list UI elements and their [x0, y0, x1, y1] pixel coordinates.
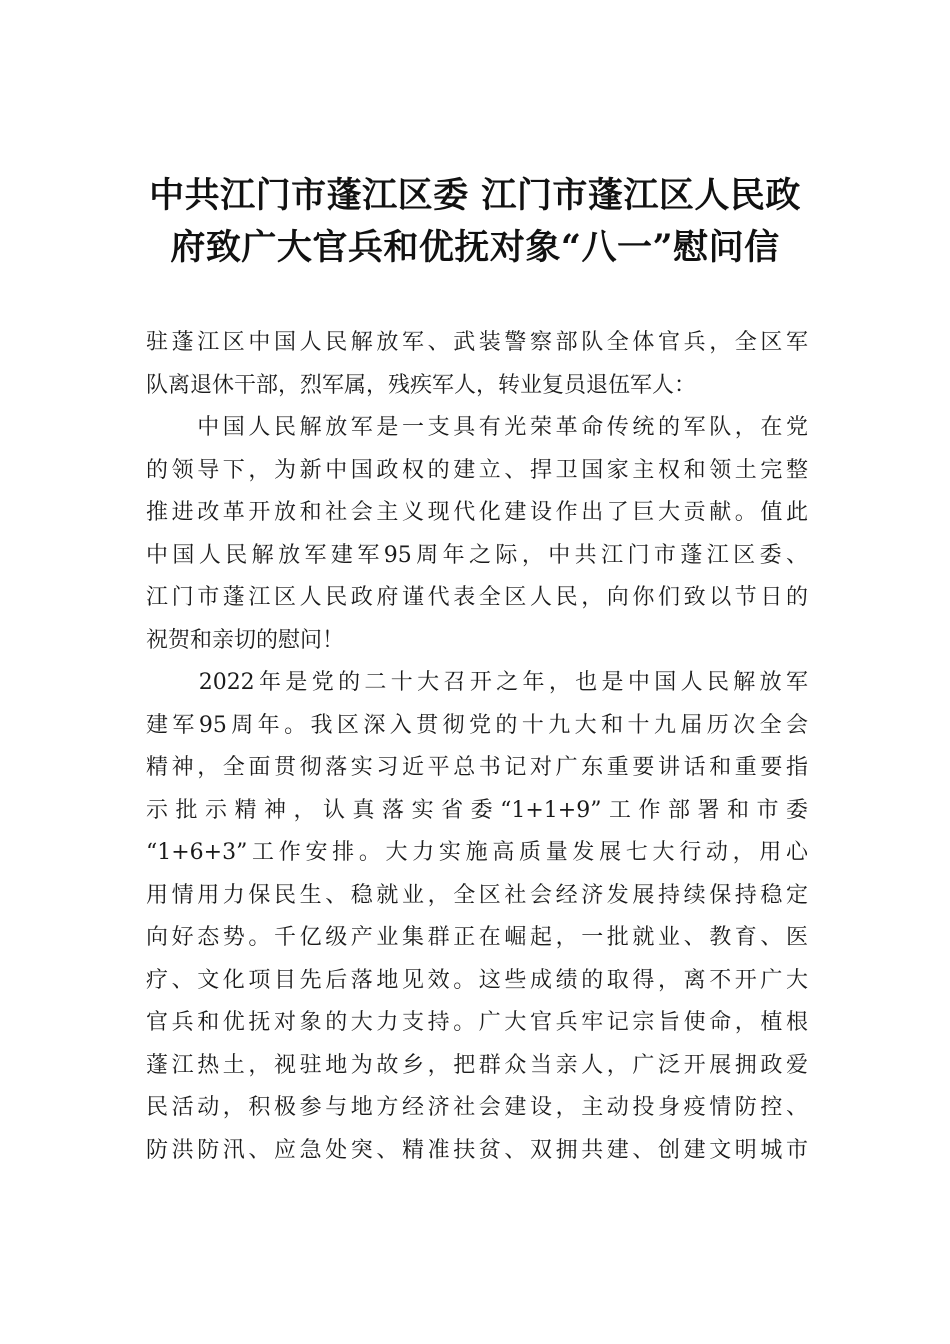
paragraph-line: 建军95周年。我区深入贯彻党的十九大和十九届历次全会 [146, 712, 808, 738]
paragraph-line: 疗、文化项目先后落地见效。这些成绩的取得，离不开广大 [146, 967, 808, 993]
paragraph-line: 2022年是党的二十大召开之年，也是中国人民解放军 [146, 670, 808, 695]
title-line-2: 府致广大官兵和优抚对象“八一”慰问信 [170, 227, 780, 268]
paragraph-line: 向好态势。千亿级产业集群正在崛起，一批就业、教育、医 [146, 925, 808, 950]
paragraph-line: 用情用力保民生、稳就业，全区社会经济发展持续保持稳定 [146, 882, 808, 908]
paragraph-line: “1+6+3”工作安排。大力实施高质量发展七大行动，用心 [146, 840, 808, 865]
paragraph-line: 官兵和优抚对象的大力支持。广大官兵牢记宗旨使命，植根 [146, 1010, 808, 1035]
salutation-line: 队离退休干部，烈军属，残疾军人，转业复员退伍军人： [146, 372, 697, 398]
document-title [140, 170, 810, 274]
letter-body [146, 322, 808, 1172]
title-line-1: 中共江门市蓬江区委 江门市蓬江区人民政 [149, 175, 801, 216]
paragraph-line: 精神，全面贯彻落实习近平总书记对广东重要讲话和重要指 [146, 755, 808, 780]
paragraph-line: 中国人民解放军建军95周年之际，中共江门市蓬江区委、 [146, 542, 808, 568]
paragraph-line: 蓬江热土，视驻地为故乡，把群众当亲人，广泛开展拥政爱 [146, 1052, 808, 1078]
salutation-line: 驻蓬江区中国人民解放军、武装警察部队全体官兵，全区军 [146, 330, 808, 355]
paragraph-line: 中国人民解放军是一支具有光荣革命传统的军队，在党 [146, 415, 808, 440]
paragraph-line: 推进改革开放和社会主义现代化建设作出了巨大贡献。值此 [146, 500, 808, 525]
paragraph-line: 祝贺和亲切的慰问！ [146, 627, 345, 653]
paragraph-line: 民活动，积极参与地方经济社会建设，主动投身疫情防控、 [146, 1095, 808, 1120]
paragraph-line: 江门市蓬江区人民政府谨代表全区人民，向你们致以节日的 [146, 585, 808, 610]
paragraph-line: 示批示精神，认真落实省委“1+1+9”工作部署和市委 [146, 797, 808, 823]
paragraph-line: 的领导下，为新中国政权的建立、捍卫国家主权和领土完整 [146, 457, 808, 483]
paragraph-line: 防洪防汛、应急处突、精准扶贫、双拥共建、创建文明城市 [146, 1137, 808, 1163]
